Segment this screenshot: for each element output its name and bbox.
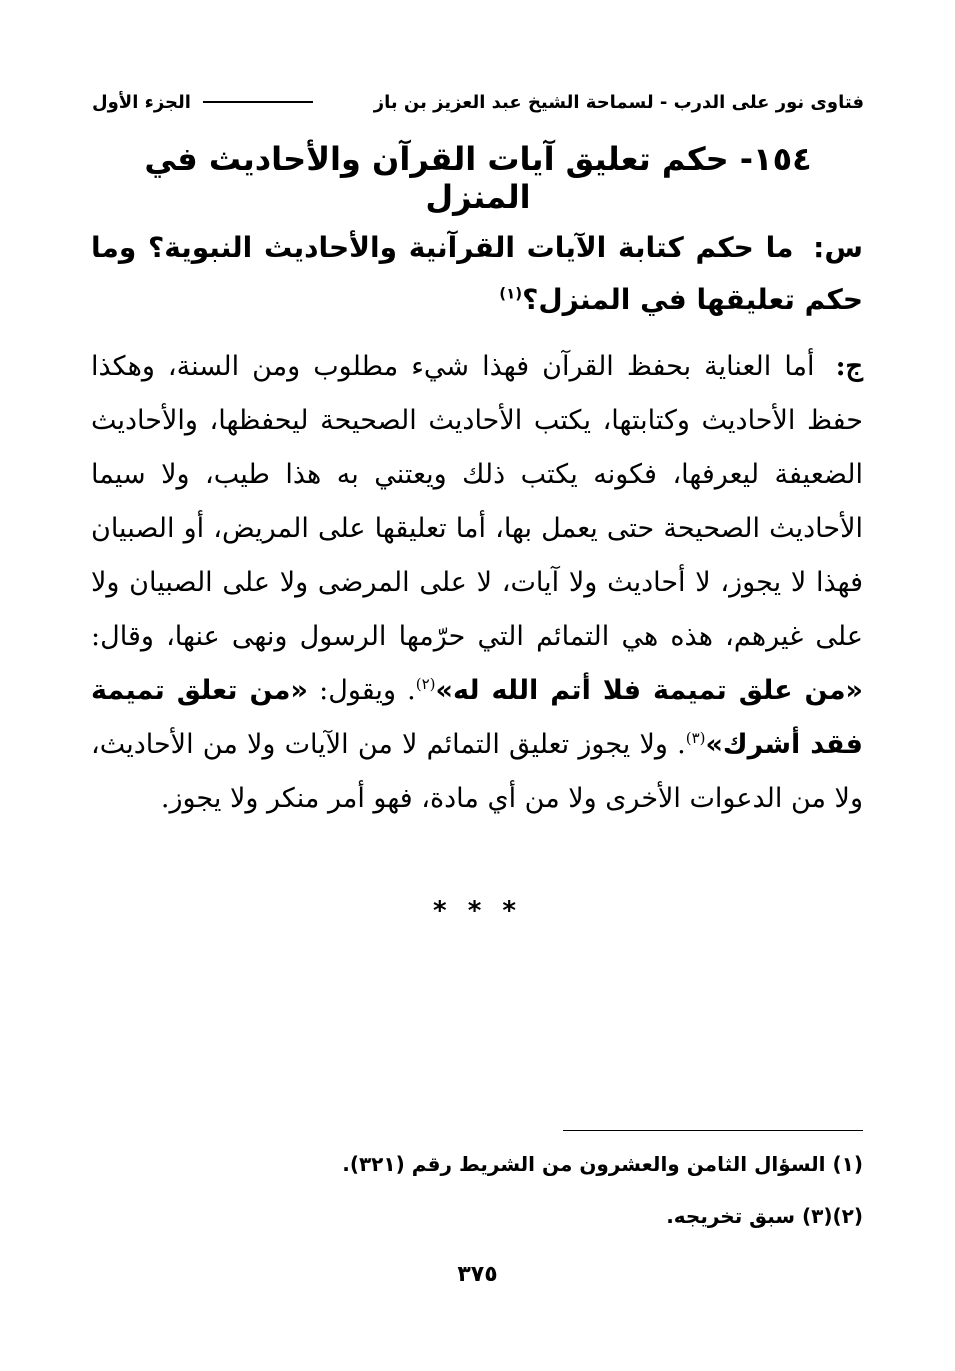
footnote-ref-3: (٣): [685, 729, 706, 747]
book-title: فتاوى نور على الدرب - لسماحة الشيخ عبد العزيز بن باز: [373, 91, 864, 113]
volume-label: الجزء الأول: [92, 91, 191, 113]
footnote-1: (١) السؤال الثامن والعشرون من الشريط رقم (٣٢١).: [342, 1152, 863, 1176]
page-number: ٣٧٥: [457, 1262, 498, 1287]
hadith-quote-2: «من تعلق تميمة فقد أشرك»: [91, 675, 863, 760]
section-separator: * * *: [433, 896, 522, 926]
answer-text-3: . ولا يجوز تعليق التمائم لا من الآيات ولا من الأحاديث، ولا من الدعوات الأخرى ولا من أي مادة، فهو أمر منكر ولا يجوز.: [91, 729, 863, 814]
footnote-rule: [563, 1130, 863, 1131]
hadith-quote-1: «من علق تميمة فلا أتم الله له»: [435, 675, 863, 706]
running-header: [92, 84, 864, 120]
question-paragraph: [91, 222, 863, 326]
answer-label: ج:: [835, 351, 863, 382]
question-label: س:: [813, 231, 864, 264]
answer-text-1: أما العناية بحفظ القرآن فهذا شيء مطلوب ومن السنة، وهكذا حفظ الأحاديث وكتابتها، يكتب الأحاديث الصحيحة ليحفظها، والأحاديث الضعيفة ليعرفها، فكونه يكتب ذلك ويعتني به هذا طيب، ولا سيما الأحاديث الصحيحة حتى يعمل بها، أما تعليقها على المريض، أو الصبيان فهذا لا يجوز، لا أحاديث ولا آيات، لا على المرضى ولا على الصبيان ولا على غيرهم، هذه هي التمائم التي حرّمها الرسول ونهى عنها، وقال:: [91, 351, 863, 652]
footnote-ref-1: (١): [499, 284, 523, 303]
chapter-title: ١٥٤- حكم تعليق آيات القرآن والأحاديث في المنزل: [144, 140, 812, 216]
answer-text-2: . ويقول:: [319, 675, 416, 706]
answer-paragraph: [91, 340, 863, 826]
header-rule: [203, 101, 313, 103]
footnotes: [91, 1138, 863, 1242]
footnote-2: (٢)(٣) سبق تخريجه.: [666, 1204, 863, 1228]
footnote-ref-2: (٢): [415, 675, 436, 693]
volume-group: [92, 92, 317, 113]
question-text: ما حكم كتابة الآيات القرآنية والأحاديث النبوية؟ وما حكم تعليقها في المنزل؟: [91, 231, 863, 316]
